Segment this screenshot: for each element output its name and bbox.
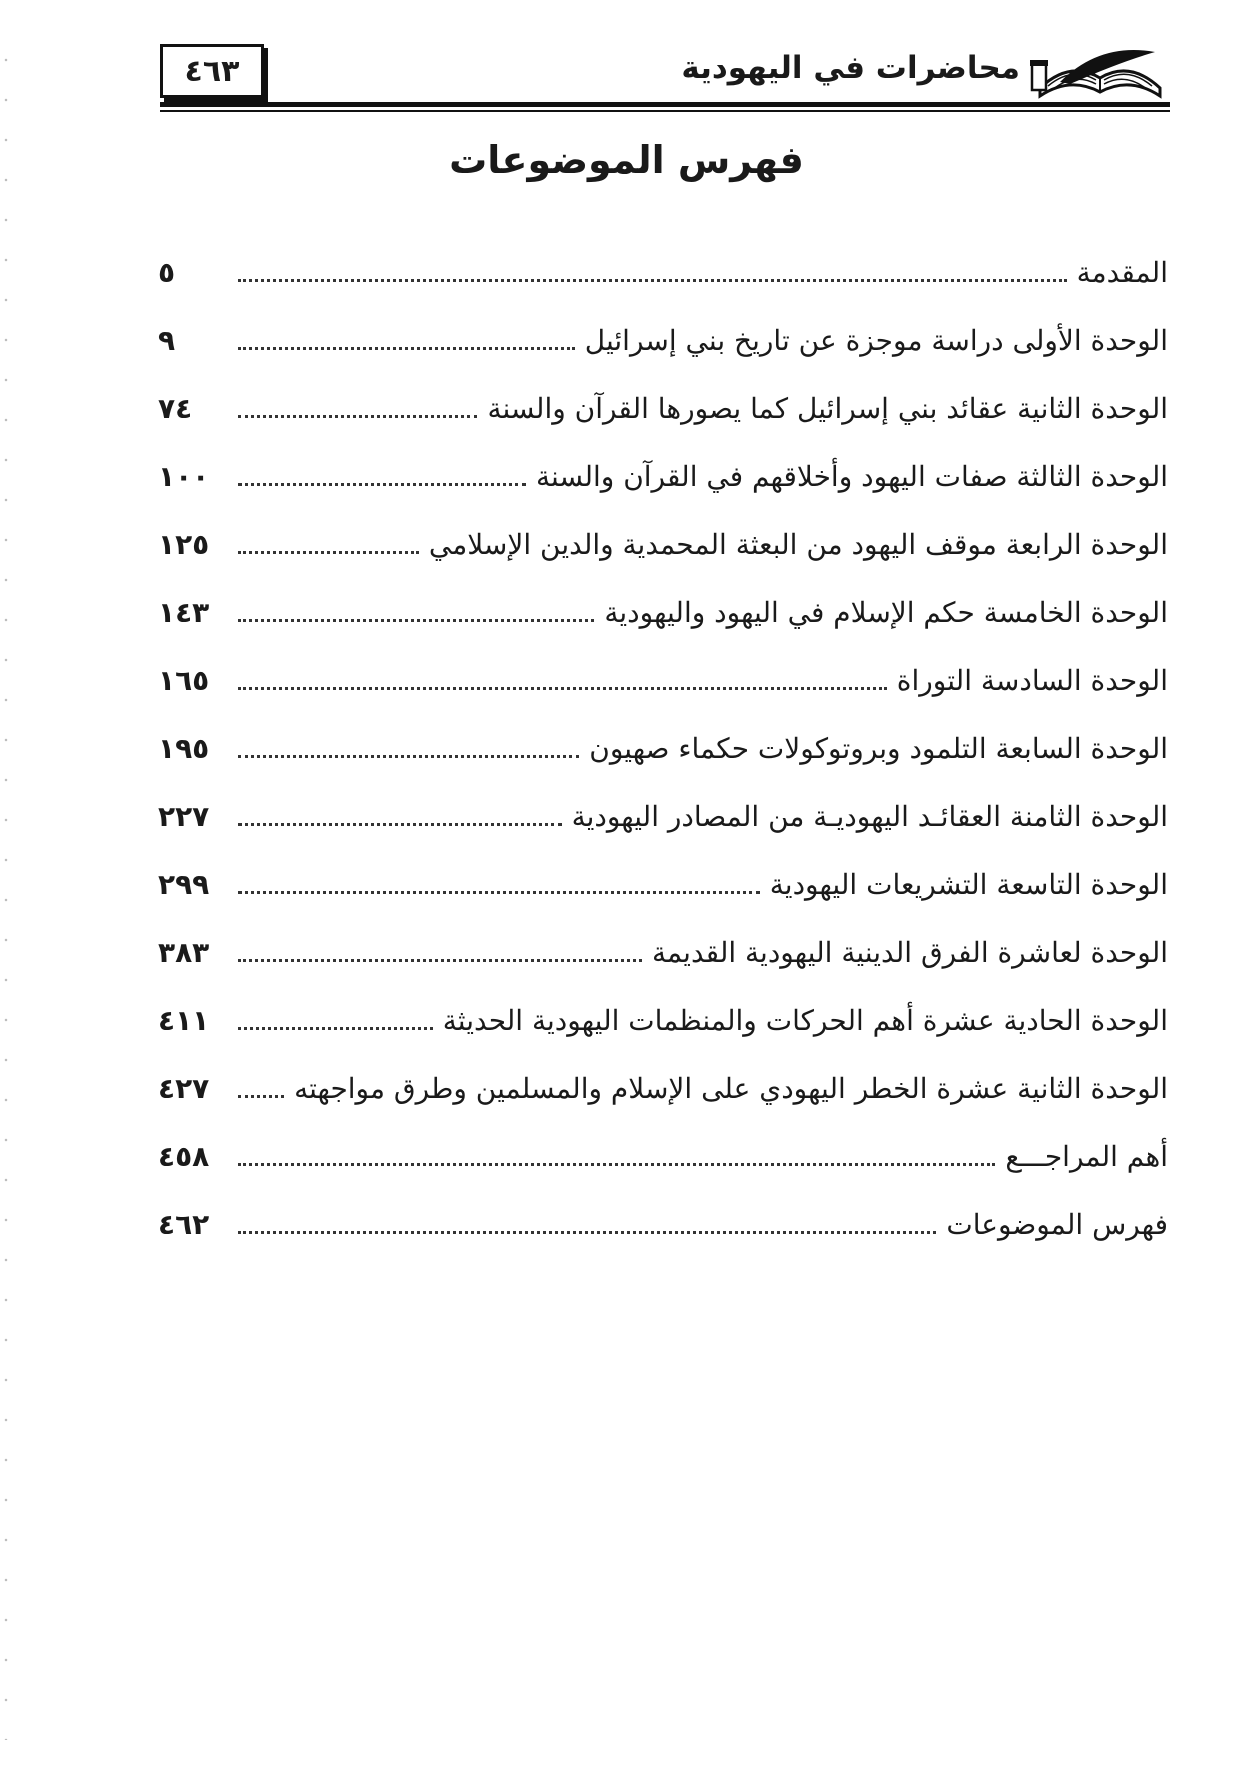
- toc-entry-label: الوحدة الثانية عشرة الخطر اليهودي على الإسلام والمسلمين وطرق مواجهته: [294, 1071, 1168, 1105]
- toc-entry-page: ٣٨٣: [158, 935, 210, 969]
- toc-entry-page: ١٤٣: [158, 595, 210, 629]
- toc-entry: [158, 306, 1168, 374]
- toc-entry-label: المقدمة: [1076, 255, 1168, 289]
- toc-title: فهرس الموضوعات: [449, 138, 804, 182]
- toc-entry-label: الوحدة الثالثة صفات اليهود وأخلاقهم في القرآن والسنة: [536, 459, 1168, 493]
- toc-entry-label: الوحدة لعاشرة الفرق الدينية اليهودية القديمة: [651, 935, 1168, 969]
- toc-entry-page: ١٠٠: [158, 459, 210, 493]
- toc-entry-label: أهم المراجـــع: [1005, 1139, 1168, 1173]
- toc-entry-page: ٩: [158, 323, 176, 357]
- toc-entry: [158, 646, 1168, 714]
- toc-entry-label: الوحدة السابعة التلمود وبروتوكولات حكماء صهيون: [589, 731, 1168, 765]
- toc-entry: [158, 442, 1168, 510]
- toc-entry: [158, 714, 1168, 782]
- toc-leader-dots: [238, 551, 419, 554]
- toc-leader-dots: [238, 1163, 995, 1166]
- toc-leader-dots: [238, 415, 477, 418]
- toc-entry: [158, 782, 1168, 850]
- toc-leader-dots: [238, 823, 562, 826]
- toc-leader-dots: [238, 959, 642, 962]
- header-rule-thin: [160, 110, 1170, 112]
- toc-entry-page: ٤٥٨: [158, 1139, 210, 1173]
- page-number: ٤٦٣: [184, 53, 240, 89]
- toc-leader-dots: [238, 687, 887, 690]
- toc-entry-label: فهرس الموضوعات: [946, 1207, 1168, 1241]
- toc-entry-page: ٤٦٢: [158, 1207, 210, 1241]
- open-book-quill-icon: [1030, 38, 1170, 104]
- toc-leader-dots: [238, 1027, 433, 1030]
- page-header: [160, 38, 1170, 116]
- toc-entry: [158, 374, 1168, 442]
- toc-leader-dots: [238, 619, 594, 622]
- toc-leader-dots: [238, 1231, 936, 1234]
- toc-entry-label: الوحدة السادسة التوراة: [896, 663, 1168, 697]
- toc-leader-dots: [238, 483, 526, 486]
- toc-entry-label: الوحدة التاسعة التشريعات اليهودية: [769, 867, 1168, 901]
- scan-margin-dots: [4, 40, 8, 1740]
- toc-entry-label: الوحدة الخامسة حكم الإسلام في اليهود واليهودية: [604, 595, 1168, 629]
- toc-entry-page: ٤٢٧: [158, 1071, 210, 1105]
- toc-entry-page: ١٦٥: [158, 663, 210, 697]
- toc-entry-label: الوحدة الرابعة موقف اليهود من البعثة المحمدية والدين الإسلامي: [428, 527, 1168, 561]
- toc-leader-dots: [238, 279, 1067, 282]
- book-title: محاضرات في اليهودية: [681, 50, 1020, 86]
- toc-leader-dots: [238, 347, 575, 350]
- toc-entry-page: ٤١١: [158, 1003, 210, 1037]
- toc-entry-page: ١٩٥: [158, 731, 210, 765]
- toc-leader-dots: [238, 891, 760, 894]
- toc-entry: [158, 238, 1168, 306]
- toc-entry: [158, 1122, 1168, 1190]
- toc-entry: [158, 510, 1168, 578]
- toc-entry-label: الوحدة الحادية عشرة أهم الحركات والمنظمات اليهودية الحديثة: [442, 1003, 1168, 1037]
- toc-entry: [158, 850, 1168, 918]
- toc-entry-label: الوحدة الثانية عقائد بني إسرائيل كما يصورها القرآن والسنة: [487, 391, 1168, 425]
- page-number-box: [160, 44, 264, 98]
- toc-entry-label: الوحدة الثامنة العقائـد اليهوديـة من المصادر اليهودية: [571, 799, 1168, 833]
- toc-entry-page: ٥: [158, 255, 176, 289]
- toc-entry: [158, 1054, 1168, 1122]
- toc-entry: [158, 1190, 1168, 1258]
- toc-entry-page: ٧٤: [158, 391, 193, 425]
- toc-entry-label: الوحدة الأولى دراسة موجزة عن تاريخ بني إسرائيل: [584, 323, 1168, 357]
- toc-entry-page: ٢٩٩: [158, 867, 210, 901]
- header-rule-thick: [160, 102, 1170, 107]
- toc-leader-dots: [238, 755, 579, 758]
- toc-entry-page: ٢٢٧: [158, 799, 210, 833]
- toc-list: [158, 238, 1168, 1258]
- toc-leader-dots: [238, 1095, 284, 1098]
- toc-entry: [158, 918, 1168, 986]
- toc-entry: [158, 986, 1168, 1054]
- toc-entry-page: ١٢٥: [158, 527, 210, 561]
- toc-entry: [158, 578, 1168, 646]
